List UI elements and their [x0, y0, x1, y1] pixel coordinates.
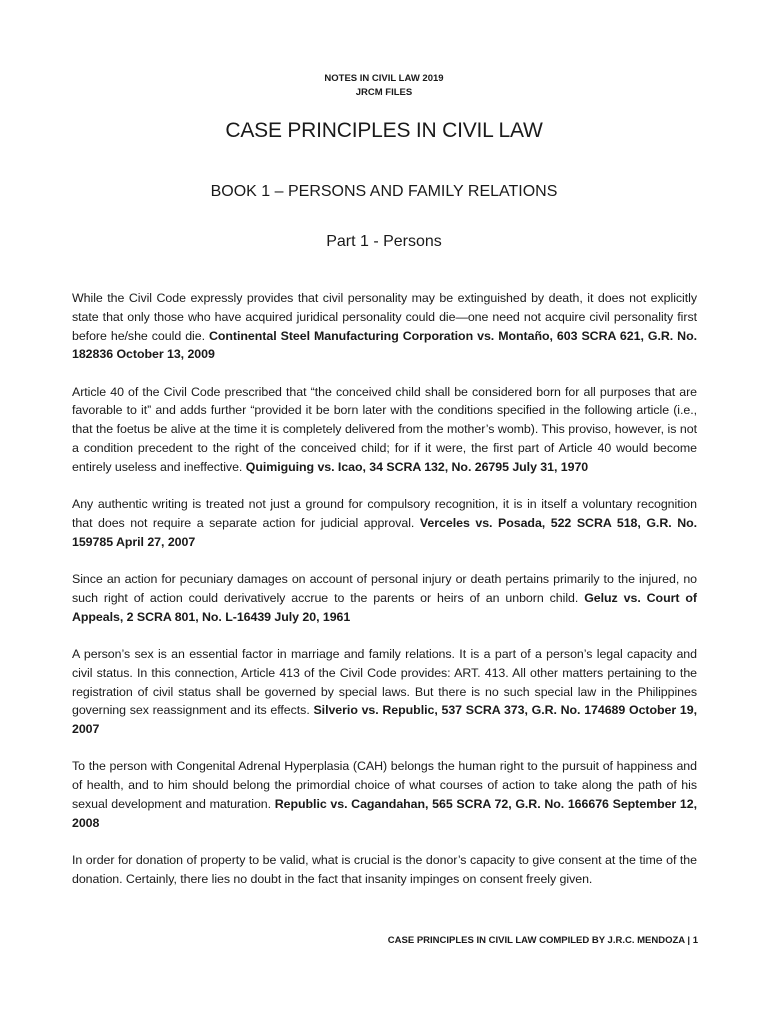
paragraph: [72, 851, 697, 889]
running-header: [0, 72, 768, 100]
case-citation: Quimiguing vs. Icao, 34 SCRA 132, No. 26795 July 31, 1970: [245, 459, 589, 474]
document-title: CASE PRINCIPLES IN CIVIL LAW: [225, 119, 543, 142]
paragraph-text: While the Civil Code expressly provides that civil personality may be extinguished by death, it does not explicitly state that only those who have acquired juridical personality could die—one need not acquire civil personality first before he/she could die.: [72, 291, 697, 343]
case-citation: Silverio vs. Republic, 537 SCRA 373, G.R. No. 174689 October 19, 2007: [72, 703, 697, 737]
paragraph: [72, 645, 697, 739]
case-citation: Verceles vs. Posada, 522 SCRA 518, G.R. No. 159785 April 27, 2007: [72, 515, 697, 549]
body-text: [72, 289, 697, 907]
paragraph-text: Since an action for pecuniary damages on account of personal injury or death pertains primarily to the injured, no such right of action could derivatively accrue to the parents or heirs of an unborn child.: [72, 572, 697, 605]
paragraph-text: Article 40 of the Civil Code prescribed that “the conceived child shall be considered born for all purposes that are favorable to it” and adds further “provided it be born later with the conditions specified in the following article (i.e., that the foetus be alive at the time it is completely delivered from the mother’s womb). This proviso, however, is not a condition precedent to the right of the conceived child; for if it were, the first part of Article 40 would become entirely useless and ineffective.: [72, 384, 697, 474]
paragraph-text: To the person with Congenital Adrenal Hyperplasia (CAH) belongs the human right to the pursuit of happiness and of health, and to him should belong the primordial choice of what courses of action to take along the path of his sexual development and maturation.: [72, 759, 697, 812]
case-citation: Continental Steel Manufacturing Corporation vs. Montaño, 603 SCRA 621, G.R. No. 182836 October 13, 2009: [72, 328, 697, 362]
paragraph: [72, 383, 697, 477]
paragraph-text: In order for donation of property to be valid, what is crucial is the donor’s capacity to give consent at the time of the donation. Certainly, there lies no doubt in the fact that insanity impinges on consent freely given.: [72, 853, 697, 886]
header-line-files: JRCM FILES: [355, 87, 413, 98]
paragraph: [72, 289, 697, 364]
paragraph: [72, 495, 697, 551]
book-heading: BOOK 1 – PERSONS AND FAMILY RELATIONS: [210, 183, 558, 200]
case-citation: Geluz vs. Court of Appeals, 2 SCRA 801, No. L-16439 July 20, 1961: [72, 590, 697, 624]
case-citation: Republic vs. Cagandahan, 565 SCRA 72, G.R. No. 166676 September 12, 2008: [72, 797, 697, 830]
part-heading: Part 1 - Persons: [326, 233, 442, 250]
page-footer: CASE PRINCIPLES IN CIVIL LAW COMPILED BY J.R.C. MENDOZA | 1: [387, 935, 698, 946]
paragraph-text: Any authentic writing is treated not just a ground for compulsory recognition, it is in itself a voluntary recognition that does not require a separate action for judicial approval.: [72, 497, 697, 530]
paragraph: [72, 570, 697, 626]
paragraph-text: A person’s sex is an essential factor in marriage and family relations. It is a part of a person’s legal capacity and civil status. In this connection, Article 413 of the Civil Code provides: ART. 413. All other matters pertaining to the registration of civil status shall be governed by special laws. But there is no such special law in the Philippines governing sex reassignment and its effects.: [72, 646, 697, 718]
header-line-notes: NOTES IN CIVIL LAW 2019: [324, 73, 444, 84]
paragraph: [72, 757, 697, 832]
